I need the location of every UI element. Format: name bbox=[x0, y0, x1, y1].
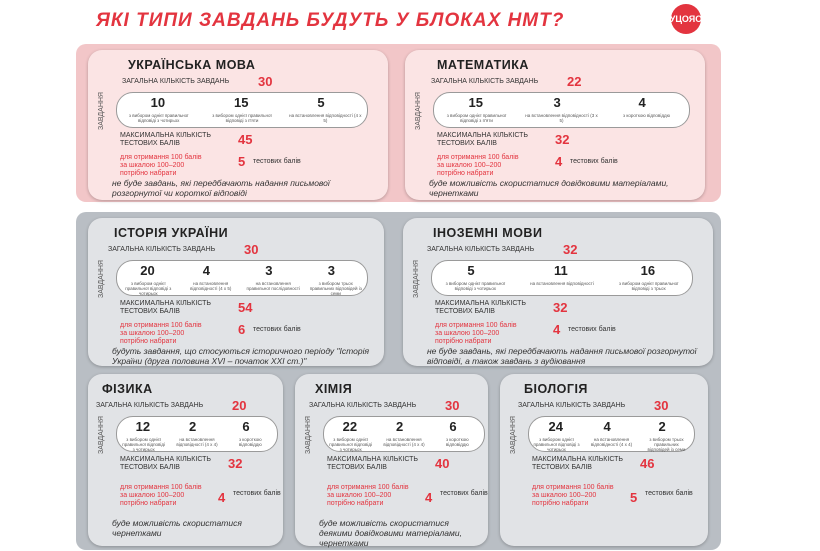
task-type-description: з короткою відповіддю bbox=[623, 113, 670, 118]
task-count: 12 bbox=[135, 419, 151, 434]
task-type-description: на встановлення відповідності (3 x 5) bbox=[525, 113, 598, 123]
subject-title: ІНОЗЕМНІ МОВИ bbox=[433, 226, 543, 240]
total-tasks-value: 20 bbox=[232, 398, 247, 413]
max-points-label: МАКСИМАЛЬНА КІЛЬКІСТЬ ТЕСТОВИХ БАЛІВ bbox=[120, 456, 212, 471]
subject-note: не буде завдань, які передбачають надання письмової розгорнутої чи короткої відповіді bbox=[112, 178, 330, 198]
task-count: 15 bbox=[468, 95, 483, 110]
task-type-description: з вибором однієї правильної відповіді з чотирьох bbox=[445, 281, 506, 291]
page-title: ЯКІ ТИПИ ЗАВДАНЬ БУДУТЬ У БЛОКАХ НМТ? bbox=[96, 10, 565, 31]
max-points-label: МАКСИМАЛЬНА КІЛЬКІСТЬ ТЕСТОВИХ БАЛІВ bbox=[327, 456, 419, 471]
total-tasks-value: 32 bbox=[563, 242, 578, 257]
subject-note: не буде завдань, які передбачають надання письмової розгорнутої відповіді, а також завдань з аудіювання bbox=[427, 346, 697, 366]
subject-title: УКРАЇНСЬКА МОВА bbox=[128, 58, 256, 72]
task-type-description: з вибором однієї правильної відповіді з чотирьох bbox=[125, 281, 172, 296]
total-tasks-value: 22 bbox=[567, 74, 582, 89]
pass-threshold-value: 5 bbox=[238, 154, 246, 169]
task-count: 2 bbox=[658, 419, 666, 434]
tasks-pill bbox=[528, 416, 695, 452]
task-type-description: з короткою відповіддю bbox=[238, 437, 262, 447]
max-points-label: МАКСИМАЛЬНА КІЛЬКІСТЬ ТЕСТОВИХ БАЛІВ bbox=[120, 300, 212, 315]
task-count: 10 bbox=[150, 95, 166, 110]
tasks-pill bbox=[116, 416, 278, 452]
task-count: 15 bbox=[234, 95, 249, 110]
total-tasks-value: 30 bbox=[244, 242, 259, 257]
subject-note: будуть завдання, що стосуються історичного періоду "Історія України (друга половина XVI – початок XXI ст.)" bbox=[112, 346, 370, 366]
test-points-label: тестових балів bbox=[440, 490, 488, 497]
task-count: 3 bbox=[553, 95, 561, 110]
task-type-description: на встановлення відповідності (4 x 5) bbox=[190, 281, 232, 291]
task-count: 3 bbox=[327, 263, 335, 278]
task-count: 20 bbox=[140, 263, 155, 278]
task-count: 5 bbox=[317, 95, 325, 110]
task-count: 22 bbox=[342, 419, 358, 434]
task-type-description: з вибором однієї правильної відповіді з чотирьох bbox=[329, 437, 373, 452]
pass-threshold-label: для отримання 100 балів за шкалою 100–200 потрібно набрати bbox=[435, 322, 517, 345]
tasks-vertical-label: ЗАВДАННЯ bbox=[305, 416, 312, 454]
total-tasks-value: 30 bbox=[445, 398, 460, 413]
task-type-description: з короткою відповіддю bbox=[445, 437, 469, 447]
task-type-description: з вибором однієї правильної відповіді з п'яти bbox=[212, 113, 272, 123]
task-count: 3 bbox=[265, 263, 273, 278]
max-points-value: 40 bbox=[435, 456, 450, 471]
task-type-description: на встановлення відповідності bbox=[530, 281, 594, 286]
pass-threshold-value: 4 bbox=[218, 490, 226, 505]
total-tasks-value: 30 bbox=[654, 398, 669, 413]
task-count: 5 bbox=[467, 263, 475, 278]
subject-card-bio bbox=[500, 374, 708, 546]
tasks-pill bbox=[433, 92, 690, 128]
pass-threshold-value: 4 bbox=[555, 154, 563, 169]
max-points-label: МАКСИМАЛЬНА КІЛЬКІСТЬ ТЕСТОВИХ БАЛІВ bbox=[435, 300, 527, 315]
total-tasks-label: ЗАГАЛЬНА КІЛЬКІСТЬ ЗАВДАНЬ bbox=[96, 402, 204, 409]
task-type-description: з вибором однієї правильної відповіді з чотирьох bbox=[122, 437, 166, 452]
subject-card-phys bbox=[88, 374, 283, 546]
total-tasks-label: ЗАГАЛЬНА КІЛЬКІСТЬ ЗАВДАНЬ bbox=[108, 246, 216, 253]
subject-title: МАТЕМАТИКА bbox=[437, 58, 529, 72]
pass-threshold-label: для отримання 100 балів за шкалою 100–200 потрібно набрати bbox=[437, 154, 519, 177]
tasks-vertical-label: ЗАВДАННЯ bbox=[98, 260, 105, 298]
task-type-description: з вибором однієї правильної відповіді з чотирьох bbox=[533, 437, 580, 452]
tasks-pill bbox=[116, 260, 368, 296]
test-points-label: тестових балів bbox=[645, 490, 693, 497]
subject-note: буде можливість скористатися деякими довідковими матеріалами, чернетками bbox=[319, 518, 462, 548]
subject-note: буде можливість скористатися довідковими матеріалами, чернетками bbox=[429, 178, 669, 198]
tasks-pill bbox=[323, 416, 485, 452]
task-type-description: з вибором однієї правильної відповіді з трьох bbox=[618, 281, 679, 291]
total-tasks-label: ЗАГАЛЬНА КІЛЬКІСТЬ ЗАВДАНЬ bbox=[431, 78, 539, 85]
pass-threshold-label: для отримання 100 балів за шкалою 100–200 потрібно набрати bbox=[532, 484, 614, 507]
total-tasks-label: ЗАГАЛЬНА КІЛЬКІСТЬ ЗАВДАНЬ bbox=[309, 402, 417, 409]
max-points-label: МАКСИМАЛЬНА КІЛЬКІСТЬ ТЕСТОВИХ БАЛІВ bbox=[437, 132, 529, 147]
task-type-description: з вибором однієї правильної відповіді з п'яти bbox=[446, 113, 507, 123]
task-type-description: з вибором трьох правильних відповідей із семи bbox=[647, 437, 686, 452]
pass-threshold-label: для отримання 100 балів за шкалою 100–200 потрібно набрати bbox=[120, 154, 202, 177]
max-points-value: 32 bbox=[555, 132, 570, 147]
pass-threshold-value: 5 bbox=[630, 490, 638, 505]
test-points-label: тестових балів bbox=[253, 158, 301, 165]
tasks-pill bbox=[116, 92, 368, 128]
subject-title: ІСТОРІЯ УКРАЇНИ bbox=[114, 226, 229, 240]
task-type-description: з вибором трьох правильних відповідей із семи bbox=[309, 281, 362, 296]
subject-card-ukr bbox=[88, 50, 388, 200]
subject-title: ФІЗИКА bbox=[102, 382, 153, 396]
tasks-pill bbox=[431, 260, 693, 296]
subject-title: ХІМІЯ bbox=[315, 382, 353, 396]
test-points-label: тестових балів bbox=[233, 490, 281, 497]
max-points-value: 54 bbox=[238, 300, 253, 315]
task-type-description: на встановлення відповідності (4 x 4) bbox=[383, 437, 425, 447]
test-points-label: тестових балів bbox=[568, 326, 616, 333]
total-tasks-value: 30 bbox=[258, 74, 273, 89]
task-type-description: на встановлення правильної послідовності bbox=[246, 281, 300, 291]
test-points-label: тестових балів bbox=[253, 326, 301, 333]
task-type-description: на встановлення відповідності (4 x 4) bbox=[176, 437, 218, 447]
subject-card-hist bbox=[88, 218, 384, 366]
pass-threshold-label: для отримання 100 балів за шкалою 100–200 потрібно набрати bbox=[120, 484, 202, 507]
task-count: 4 bbox=[603, 419, 611, 434]
task-count: 16 bbox=[640, 263, 656, 278]
tasks-vertical-label: ЗАВДАННЯ bbox=[98, 416, 105, 454]
tasks-vertical-label: ЗАВДАННЯ bbox=[413, 260, 420, 298]
max-points-label: МАКСИМАЛЬНА КІЛЬКІСТЬ ТЕСТОВИХ БАЛІВ bbox=[532, 456, 624, 471]
subject-card-math bbox=[405, 50, 705, 200]
max-points-label: МАКСИМАЛЬНА КІЛЬКІСТЬ ТЕСТОВИХ БАЛІВ bbox=[120, 132, 212, 147]
task-count: 2 bbox=[189, 419, 197, 434]
max-points-value: 32 bbox=[228, 456, 243, 471]
tasks-vertical-label: ЗАВДАННЯ bbox=[415, 92, 422, 130]
test-points-label: тестових балів bbox=[570, 158, 618, 165]
pass-threshold-label: для отримання 100 балів за шкалою 100–200 потрібно набрати bbox=[327, 484, 409, 507]
task-type-description: з вибором однієї правильної відповіді з чотирьох bbox=[128, 113, 189, 123]
max-points-value: 32 bbox=[553, 300, 568, 315]
task-count: 11 bbox=[554, 263, 568, 278]
subject-title: БІОЛОГІЯ bbox=[524, 382, 588, 396]
tasks-vertical-label: ЗАВДАННЯ bbox=[98, 92, 105, 130]
logo: УЦОЯО bbox=[671, 4, 701, 34]
subject-note: буде можливість скористатися чернетками bbox=[112, 518, 242, 538]
task-type-description: на встановлення відповідності (4 x 4) bbox=[590, 437, 633, 447]
max-points-value: 45 bbox=[238, 132, 253, 147]
task-count: 2 bbox=[396, 419, 404, 434]
task-type-description: на встановлення відповідності (4 x 5) bbox=[289, 113, 362, 123]
total-tasks-label: ЗАГАЛЬНА КІЛЬКІСТЬ ЗАВДАНЬ bbox=[518, 402, 626, 409]
pass-threshold-value: 6 bbox=[238, 322, 246, 337]
total-tasks-label: ЗАГАЛЬНА КІЛЬКІСТЬ ЗАВДАНЬ bbox=[122, 78, 230, 85]
task-count: 6 bbox=[449, 419, 457, 434]
pass-threshold-label: для отримання 100 балів за шкалою 100–200 потрібно набрати bbox=[120, 322, 202, 345]
task-count: 4 bbox=[638, 95, 646, 110]
task-count: 6 bbox=[242, 419, 250, 434]
task-count: 24 bbox=[548, 419, 563, 434]
total-tasks-label: ЗАГАЛЬНА КІЛЬКІСТЬ ЗАВДАНЬ bbox=[427, 246, 535, 253]
subject-card-lang bbox=[403, 218, 713, 366]
subject-card-chem bbox=[295, 374, 488, 546]
tasks-vertical-label: ЗАВДАННЯ bbox=[510, 416, 517, 454]
pass-threshold-value: 4 bbox=[425, 490, 433, 505]
max-points-value: 46 bbox=[640, 456, 655, 471]
pass-threshold-value: 4 bbox=[553, 322, 561, 337]
task-count: 4 bbox=[202, 263, 210, 278]
